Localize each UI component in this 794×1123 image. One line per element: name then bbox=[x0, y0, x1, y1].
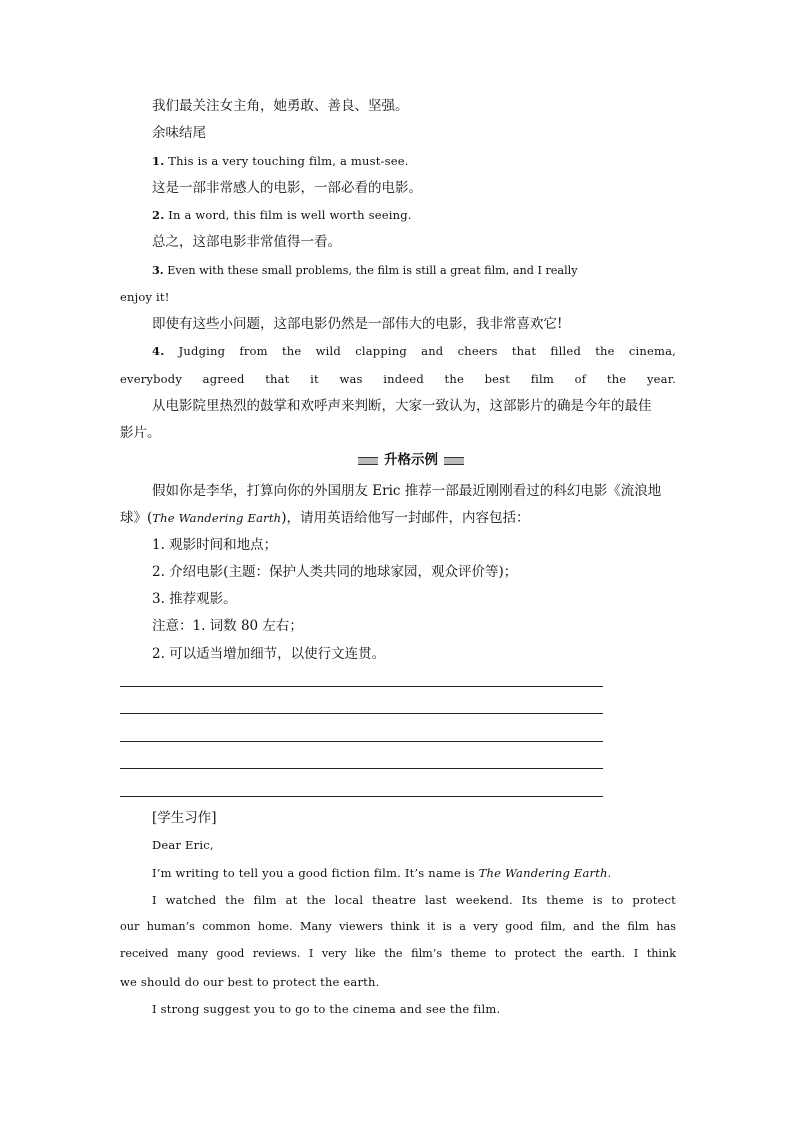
item-number: 2. bbox=[152, 208, 165, 222]
sentence-text: This is a very touching film, a must-see. bbox=[164, 154, 409, 168]
sentence-text: Judging from the wild clapping and cheers that filled the cinema, bbox=[164, 344, 676, 358]
essay-line: we should do our best to protect the earth. bbox=[120, 975, 380, 989]
essay-line bbox=[120, 863, 676, 883]
essay-line: received many good reviews. I very like the film’s theme to protect the earth. I think bbox=[120, 947, 676, 960]
answer-line bbox=[120, 768, 603, 769]
answer-line bbox=[120, 796, 603, 797]
film-title: The Wandering Earth bbox=[152, 511, 282, 525]
essay-line: I watched the film at the local theatre last weekend. Its theme is to protect bbox=[152, 893, 676, 907]
translation-line: 从电影院里热烈的鼓掌和欢呼声来判断，大家一致认为，这部影片的确是今年的最佳 bbox=[152, 398, 652, 414]
translation-continuation: 影片。 bbox=[120, 425, 161, 441]
task-note: 2. 可以适当增加细节，以使行文连贯。 bbox=[152, 646, 386, 662]
essay-salutation: Dear Eric, bbox=[152, 838, 214, 852]
prompt-text: 球》( bbox=[120, 510, 153, 526]
task-item: 3. 推荐观影。 bbox=[152, 591, 237, 607]
student-essay-label: [学生习作] bbox=[152, 810, 217, 826]
item-number: 1. bbox=[152, 154, 165, 168]
film-title: The Wandering Earth. bbox=[478, 866, 612, 880]
task-note: 注意：1. 词数 80 左右； bbox=[152, 618, 303, 634]
sentence-continuation: everybody agreed that it was indeed the best film of the year. bbox=[120, 372, 676, 386]
section-heading-ending: 余味结尾 bbox=[152, 125, 206, 141]
sentence-continuation: enjoy it! bbox=[120, 290, 170, 304]
example-sentence bbox=[120, 205, 676, 225]
text-line: 我们最关注女主角，她勇敢、善良、坚强。 bbox=[152, 98, 409, 114]
example-sentence bbox=[120, 260, 676, 281]
task-item: 1. 观影时间和地点； bbox=[152, 537, 278, 553]
essay-line: our human’s common home. Many viewers think it is a very good film, and the film has bbox=[120, 920, 676, 933]
task-prompt-continuation bbox=[120, 508, 676, 528]
translation-line: 这是一部非常感人的电影，一部必看的电影。 bbox=[152, 180, 422, 196]
translation-line: 即使有这些小问题，这部电影仍然是一部伟大的电影，我非常喜欢它! bbox=[152, 316, 563, 332]
example-sentence bbox=[120, 341, 676, 361]
answer-line bbox=[120, 741, 603, 742]
answer-line bbox=[120, 686, 603, 687]
section-banner bbox=[358, 451, 464, 469]
sentence-text: In a word, this film is well worth seeing. bbox=[164, 208, 412, 222]
task-item: 2. 介绍电影(主题：保护人类共同的地球家园，观众评价等)； bbox=[152, 564, 518, 580]
item-number: 4. bbox=[152, 344, 165, 358]
item-number: 3. bbox=[152, 263, 164, 277]
essay-line: I strong suggest you to go to the cinema and see the film. bbox=[152, 1002, 501, 1016]
task-prompt: 假如你是李华，打算向你的外国朋友 Eric 推荐一部最近刚刚看过的科幻电影《流浪地 bbox=[152, 483, 662, 499]
example-sentence bbox=[120, 151, 676, 171]
sentence-text: Even with these small problems, the film is still a great film, and I really bbox=[163, 264, 578, 277]
banner-title: 升格示例 bbox=[378, 451, 444, 469]
essay-text: I’m writing to tell you a good fiction film. It’s name is bbox=[152, 866, 479, 880]
prompt-text: )，请用英语给他写一封邮件，内容包括： bbox=[281, 510, 530, 526]
answer-line bbox=[120, 713, 603, 714]
translation-line: 总之，这部电影非常值得一看。 bbox=[152, 234, 341, 250]
